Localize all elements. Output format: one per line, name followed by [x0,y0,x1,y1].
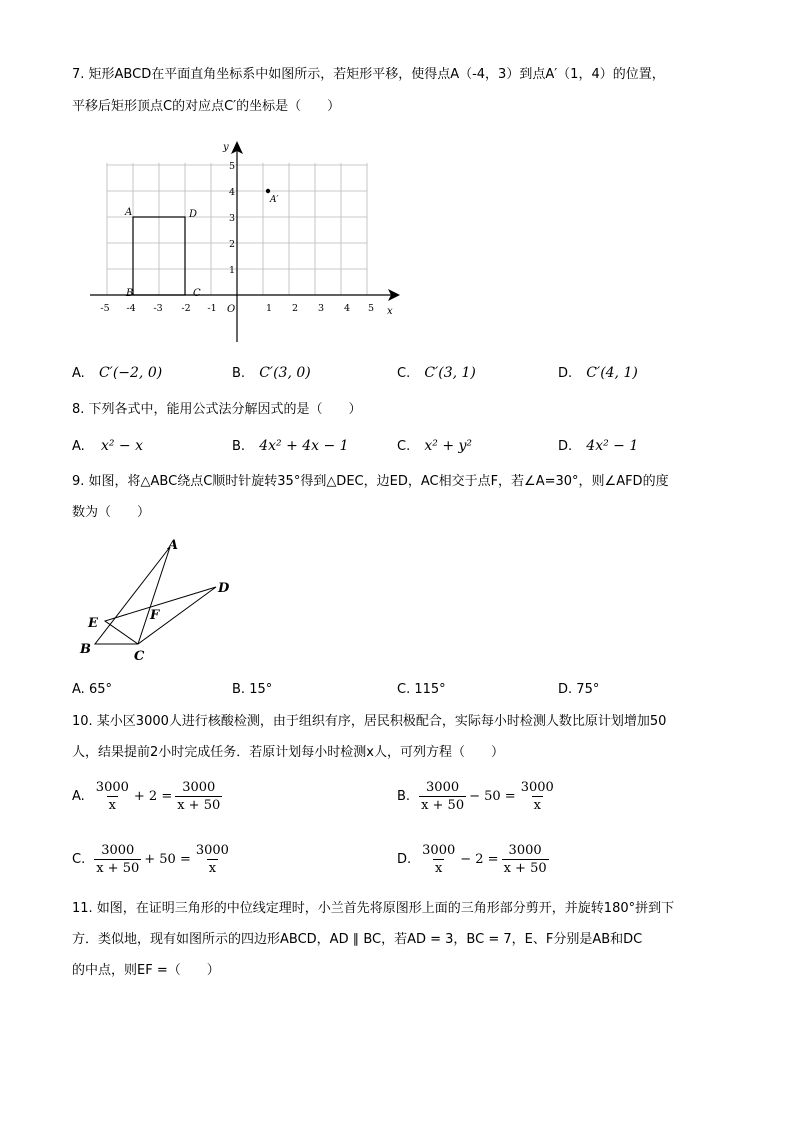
x-tick: 1 [265,303,273,314]
label-d: D [189,209,198,220]
option-text: 4x² − 1 [586,438,639,454]
x-tick: -4 [126,303,136,314]
q7-option-a[interactable] [72,364,162,383]
y-tick: 4 [228,187,236,198]
q9-stem-line2: 数为（ ） [72,505,151,520]
q8-stem: 8. 下列各式中，能用公式法分解因式的是（ ） [72,402,362,417]
q10-stem-line2: 人，结果提前2小时完成任务．若原计划每小时检测x人，可列方程（ ） [72,745,504,760]
q10-stem-line1: 10. 某小区3000人进行核酸检测，由于组织有序，居民积极配合，实际每小时检测人数比原计划增加50 [72,714,667,729]
x-tick: -3 [153,303,163,314]
x-tick: 5 [367,303,375,314]
label-a: A [168,538,179,553]
q7-option-d[interactable] [558,364,638,383]
option-operator: − 50 = [469,788,516,804]
option-text: 15° [249,682,273,697]
label-c: C [134,649,145,664]
q9-option-a[interactable] [72,681,112,699]
y-tick: 5 [228,161,236,172]
q11-stem-line2: 方．类似地，现有如图所示的四边形ABCD，AD ∥ BC，若AD = 3，BC = 7，E、F分别是AB和DC [72,932,643,947]
label-c: C [193,288,201,299]
label-a-prime: A′ [270,195,279,205]
option-letter: C. [72,851,86,867]
option-letter: A. [72,682,85,697]
option-operator: + 2 = [133,788,173,804]
q10-option-d[interactable] [397,842,550,877]
fraction-numerator: 3000 [101,843,135,858]
option-letter: B. [232,439,246,454]
q11-stem-line3: 的中点，则EF =（ ） [72,963,220,978]
option-letter: B. [232,366,246,381]
q9-stem-line1: 9. 如图，将△ABC绕点C顺时针旋转35°得到△DEC，边ED，AC相交于点F，若∠A=30°，则∠AFD的度 [72,474,669,489]
option-letter: A. [72,439,85,454]
label-b: B [80,642,91,657]
fraction-denominator: x + 50 [421,798,465,813]
fraction-denominator: x [435,861,443,876]
q7-stem-line1: 7. 矩形ABCD在平面直角坐标系中如图所示，若矩形平移，使得点A（-4，3）到点A′（1，4）的位置， [72,67,665,82]
y-tick: 3 [228,213,236,224]
option-text: x² + y² [424,438,473,454]
label-e: E [88,616,98,631]
option-letter: B. [232,682,246,697]
origin-label: O [227,304,236,315]
x-tick: 3 [317,303,325,314]
q8-option-c[interactable] [397,437,472,456]
label-b: B [126,288,134,299]
option-text: 4x² + 4x − 1 [259,438,349,454]
x-tick: -1 [207,303,217,314]
fraction-numerator: 3000 [195,843,229,858]
option-text: 115° [414,682,446,697]
q10-option-a[interactable] [72,779,223,814]
q8-option-b[interactable] [232,437,349,456]
option-letter: D. [558,682,573,697]
q10-option-c[interactable] [72,842,232,877]
option-text: 65° [88,682,112,697]
option-text: x² − x [100,438,143,454]
option-text: 75° [576,682,600,697]
x-tick: -2 [181,303,191,314]
option-letter: C. [397,439,411,454]
y-tick: 1 [228,265,236,276]
option-letter: A. [72,788,85,804]
q9-rotation-figure [76,535,246,670]
option-letter: D. [558,439,573,454]
q10-option-b[interactable] [397,779,557,814]
q7-stem-line2: 平移后矩形顶点C的对应点C′的坐标是（ ） [72,99,341,114]
q9-option-c[interactable] [397,681,446,699]
x-axis-label: x [387,306,393,317]
option-letter: C. [397,366,411,381]
label-d: D [218,581,230,596]
q7-option-b[interactable] [232,364,311,383]
option-text: C′(4, 1) [586,365,638,381]
fraction-numerator: 3000 [426,780,460,795]
q8-option-a[interactable] [72,437,143,456]
triangle-dec [105,587,216,644]
fraction-denominator: x [533,798,541,813]
option-letter: C. [397,682,411,697]
fraction-numerator: 3000 [508,843,542,858]
option-letter: D. [397,851,412,867]
option-text: C′(3, 1) [424,365,476,381]
option-letter: D. [558,366,573,381]
label-a: A [125,207,133,218]
y-tick: 2 [228,239,236,250]
option-text: C′(−2, 0) [98,365,163,381]
q11-stem-line1: 11. 如图，在证明三角形的中位线定理时，小兰首先将原图形上面的三角形部分剪开，并旋转180°拼到下 [72,901,675,916]
y-axis-label: y [223,142,229,153]
q9-option-d[interactable] [558,681,599,699]
q9-option-b[interactable] [232,681,272,699]
fraction-denominator: x + 50 [96,861,140,876]
fraction-denominator: x + 50 [177,798,221,813]
x-tick: 4 [343,303,351,314]
option-letter: A. [72,366,85,381]
point-a-prime [266,189,270,193]
label-f: F [150,608,160,623]
fraction-denominator: x [208,861,217,876]
option-operator: + 50 = [144,851,191,867]
q7-option-c[interactable] [397,364,476,383]
fraction-numerator: 3000 [95,780,129,795]
x-tick: -5 [100,303,110,314]
fraction-numerator: 3000 [422,843,456,858]
q7-coordinate-graph [82,138,412,348]
q8-option-d[interactable] [558,437,638,456]
option-text: C′(3, 0) [259,365,311,381]
fraction-numerator: 3000 [520,780,554,795]
fraction-numerator: 3000 [182,780,216,795]
option-operator: − 2 = [460,851,499,867]
x-tick: 2 [291,303,299,314]
option-letter: B. [397,788,411,804]
fraction-denominator: x [108,798,117,813]
fraction-denominator: x + 50 [503,861,547,876]
